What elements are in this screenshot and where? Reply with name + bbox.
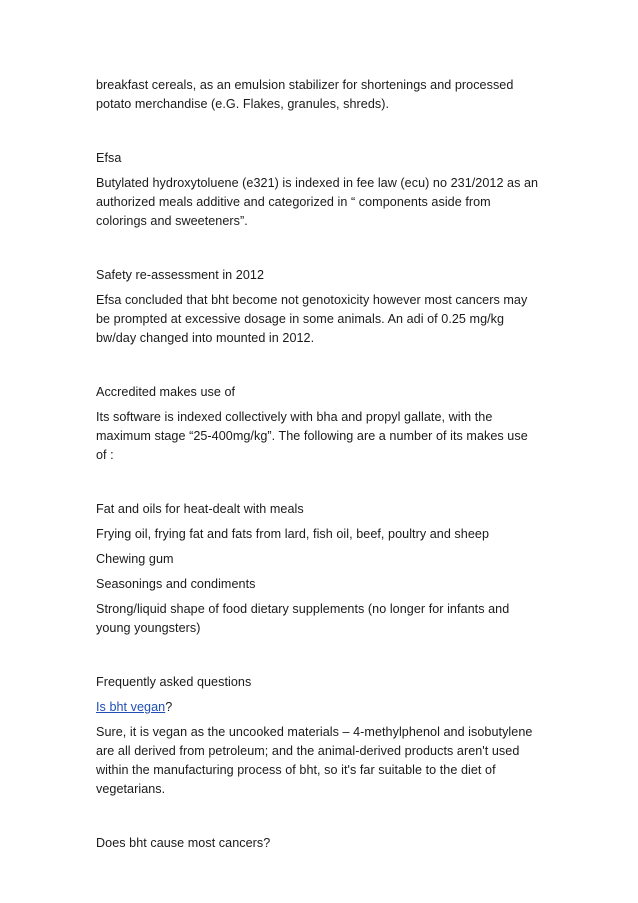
uses-body-line: of :	[96, 448, 114, 462]
efsa-heading: Efsa	[96, 151, 122, 165]
safety-heading: Safety re-assessment in 2012	[96, 268, 265, 282]
document-body	[96, 76, 552, 853]
uses-list-item: Chewing gum	[96, 552, 174, 566]
safety-body-line: Efsa concluded that bht become not genotoxicity however most cancers may	[96, 293, 528, 307]
faq-vegan-answer-line: are all derived from petroleum; and the animal-derived products aren't used	[96, 744, 520, 758]
faq-vegan-answer-line: vegetarians.	[96, 782, 166, 796]
faq-vegan-answer-line: Sure, it is vegan as the uncooked materials – 4-methylphenol and isobutylene	[96, 725, 533, 739]
safety-body-line: bw/day changed into mounted in 2012.	[96, 331, 315, 345]
intro-line: potato merchandise (e.G. Flakes, granules, shreds).	[96, 97, 390, 111]
uses-heading: Accredited makes use of	[96, 385, 236, 399]
uses-list-item: Frying oil, frying fat and fats from lard, fish oil, beef, poultry and sheep	[96, 527, 490, 541]
bht-vegan-link[interactable]: Is bht vegan	[96, 700, 166, 714]
faq-vegan-question	[96, 698, 552, 717]
uses-list-item-cont: young youngsters)	[96, 621, 201, 635]
efsa-body-line: colorings and sweeteners”.	[96, 214, 248, 228]
uses-body-line: maximum stage “25-400mg/kg”. The following are a number of its makes use	[96, 429, 528, 443]
uses-list-item: Fat and oils for heat-dealt with meals	[96, 502, 304, 516]
efsa-body-line: authorized meals additive and categorized in “ components aside from	[96, 195, 491, 209]
faq-cancer-question: Does bht cause most cancers?	[96, 836, 271, 850]
efsa-body-line: Butylated hydroxytoluene (e321) is indexed in fee law (ecu) no 231/2012 as an	[96, 176, 539, 190]
intro-line: breakfast cereals, as an emulsion stabilizer for shortenings and processed	[96, 78, 514, 92]
safety-body-line: be prompted at excessive dosage in some animals. An adi of 0.25 mg/kg	[96, 312, 505, 326]
uses-list-item: Seasonings and condiments	[96, 577, 256, 591]
faq-heading: Frequently asked questions	[96, 675, 252, 689]
faq-vegan-answer-line: within the manufacturing process of bht, so it's far suitable to the diet of	[96, 763, 496, 777]
question-mark: ?	[165, 700, 173, 714]
uses-body-line: Its software is indexed collectively with bha and propyl gallate, with the	[96, 410, 493, 424]
uses-list-item: Strong/liquid shape of food dietary supplements (no longer for infants and	[96, 602, 510, 616]
